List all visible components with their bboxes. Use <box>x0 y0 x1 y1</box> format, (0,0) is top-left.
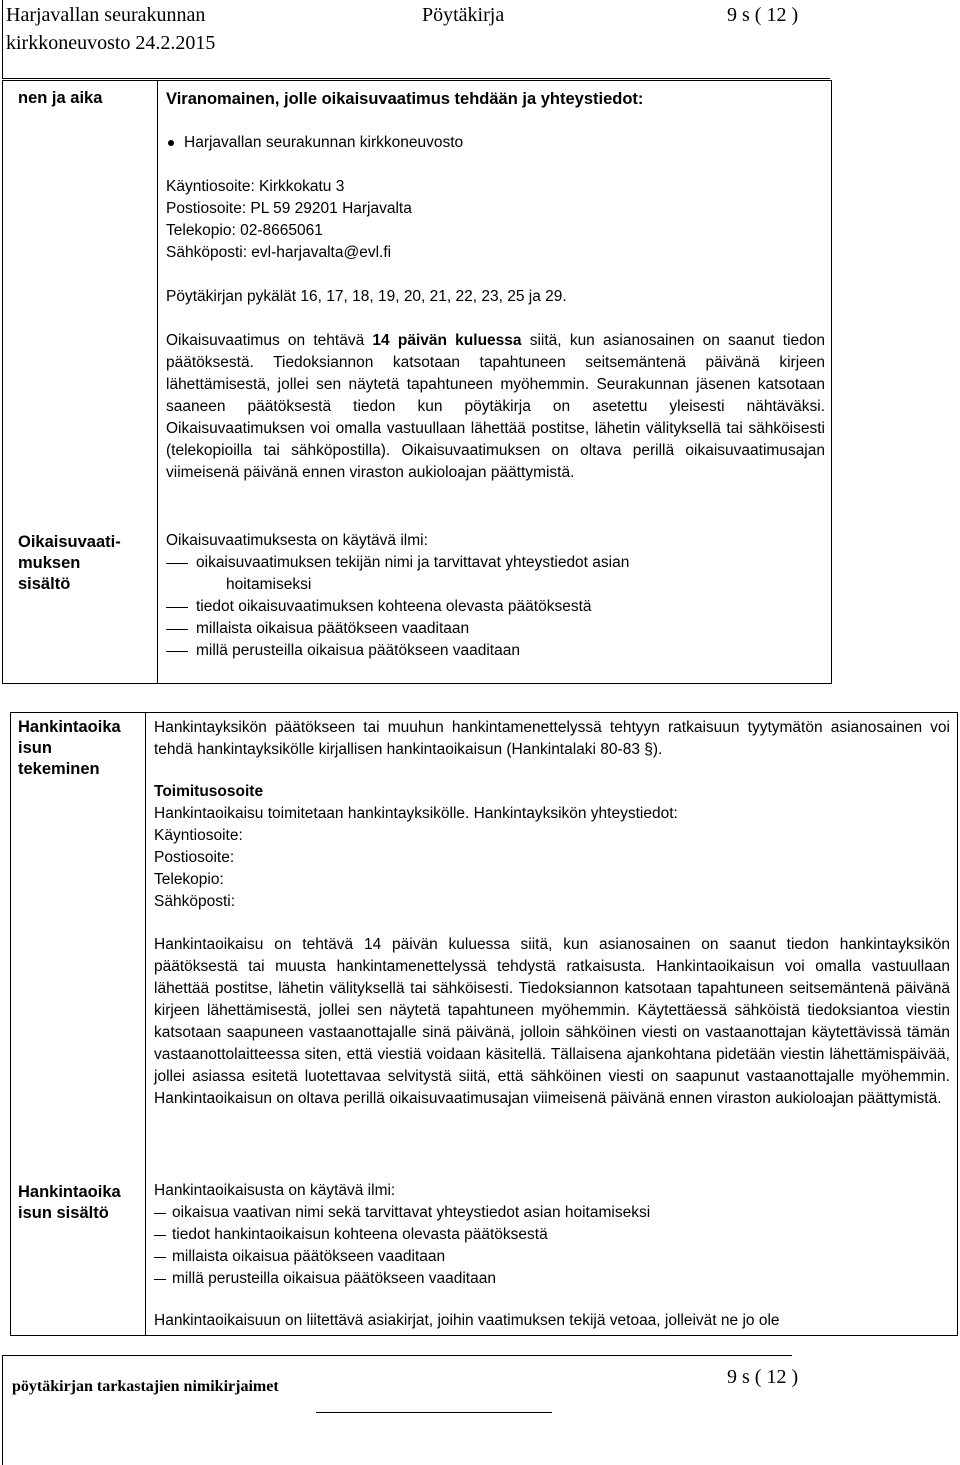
contact-fax: Telekopio: <box>154 871 224 888</box>
delivery-heading: Toimitusosoite <box>154 783 264 800</box>
deadline-pre: Oikaisuvaatimus on tehtävä <box>166 332 373 349</box>
authority-name: Harjavallan seurakunnan kirkkoneuvosto <box>166 132 960 154</box>
deadline-post: siitä, kun asianosainen on saanut tiedon päätöksestä. Tiedoksiannon katsotaan tapahtuneen seitsemäntenä päivänä kirjeen lähettämisestä, jollei sen näytetä tapahtuneen myöhemmin. Seurakunnan jäsenen katsotaan saaneen päätöksestä tiedon kun pöytäkirja on asetettu yleisesti nähtäväksi. Oikaisuvaatimuksen voi omalla vastuullaan lähettää postitse, lähetin välityksellä tai sähköisesti (telekopioilla tai sähköpostilla). Oikaisuvaatimuksen on oltava perillä oikaisuvaatimusajan viimeisenä päivänä ennen viraston aukioloajan päättymistä. <box>166 332 825 481</box>
contact-email: Sähköposti: <box>154 893 235 910</box>
procurement-content-intro: Hankintaoikaisusta on käytävä ilmi: <box>154 1182 396 1199</box>
procurement-content-item: millä perusteilla oikaisua päätökseen vaaditaan <box>154 1268 650 1290</box>
section-label-procurement-content: Hankintaoika isun sisältö <box>18 1183 121 1222</box>
appeal-content-item-cont: hoitamiseksi <box>226 576 312 593</box>
procurement-content-item: millaista oikaisua päätökseen vaaditaan <box>154 1246 650 1268</box>
appeal-deadline-text <box>166 330 825 484</box>
procurement-intro: Hankintayksikön päätökseen tai muuhun hankintamenettelyssä tehtyyn ratkaisuun tyytymätön asianosainen voi tehdä hankintayksikölle kirjallisen hankintaoikaisun (Hankintalaki 80-83 §). <box>154 719 950 758</box>
section-label-authority: nen ja aika <box>18 89 103 107</box>
address-post: Postiosoite: PL 59 29201 Harjavalta <box>166 200 412 217</box>
procurement-attachments: Hankintaoikaisuun on liitettävä asiakirjat, joihin vaatimuksen tekijä vetoaa, jolleivät ne jo ole <box>154 1312 780 1329</box>
delivery-text: Hankintaoikaisu toimitetaan hankintayksikölle. Hankintayksikön yhteystiedot: <box>154 805 678 822</box>
address-visit: Käyntiosoite: Kirkkokatu 3 <box>166 178 345 195</box>
header-doc-type: Pöytäkirja <box>422 4 505 26</box>
address-fax: Telekopio: 02-8665061 <box>166 222 323 239</box>
header-org: Harjavallan seurakunnan <box>6 4 206 26</box>
footer-rule <box>2 1355 792 1356</box>
header-rule <box>2 78 830 79</box>
section-label-procurement: Hankintaoika isun tekeminen <box>18 718 121 778</box>
appeal-content-intro: Oikaisuvaatimuksesta on käytävä ilmi: <box>166 532 428 549</box>
address-email: Sähköposti: evl-harjavalta@evl.fi <box>166 244 392 261</box>
delivery-address <box>154 781 678 913</box>
minutes-sections: Pöytäkirjan pykälät 16, 17, 18, 19, 20, 21, 22, 23, 25 ja 29. <box>166 288 567 305</box>
procurement-content <box>154 1180 650 1290</box>
header-page-number: 9 s ( 12 ) <box>727 4 799 26</box>
appeal-content <box>166 530 629 662</box>
authority-address <box>166 176 412 264</box>
appeal-table-divider <box>157 80 158 684</box>
appeal-content-item: tiedot oikaisuvaatimuksen kohteena olevasta päätöksestä <box>166 596 629 618</box>
section-label-appeal-content: Oikaisuvaati- muksen sisältö <box>18 533 121 593</box>
deadline-bold: 14 päivän kuluessa <box>372 332 522 349</box>
procurement-content-item: tiedot hankintaoikaisun kohteena olevasta päätöksestä <box>154 1224 650 1246</box>
footer-page-number: 9 s ( 12 ) <box>727 1366 799 1388</box>
appeal-content-item: oikaisuvaatimuksen tekijän nimi ja tarvittavat yhteystiedot asian <box>166 552 629 574</box>
procurement-table-divider <box>145 712 146 1336</box>
contact-post: Postiosoite: <box>154 849 235 866</box>
signature-line <box>316 1412 552 1413</box>
contact-visit: Käyntiosoite: <box>154 827 243 844</box>
procurement-content-item: oikaisua vaativan nimi sekä tarvittavat yhteystiedot asian hoitamiseksi <box>154 1202 650 1224</box>
appeal-content-item: millä perusteilla oikaisua päätökseen vaaditaan <box>166 640 629 662</box>
appeal-content-item: millaista oikaisua päätökseen vaaditaan <box>166 618 629 640</box>
procurement-deadline-text: Hankintaoikaisu on tehtävä 14 päivän kuluessa siitä, kun asianosainen on saanut tiedon hankintayksikön päätöksestä tai muusta hankintamenettelyssä tehdystä ratkaisusta. Hankintaoikaisun voi omalla vastuullaan lähettää postitse, lähetin välityksellä tai sähköisesti. Tiedoksiannon katsotaan tapahtuneen seitsemäntenä päivänä kirjeen lähettämisestä, jollei sen näytetä tapahtuneen myöhemmin. Käytettäessä sähköistä tiedoksiantoa viestin katsotaan saapuneen vastaanottajalle sinä päivänä, jolloin sähköinen viesti on vastaanottajan käytettävissä tämän vastaanottolaitteessa siten, että viestiä voidaan käsitellä. Tällaisena ajankohtana pidetään viestin lähettämispäivää, jollei asiassa esitetä luotettavaa selvitystä siitä, että sähköinen viesti on saapunut vastaanottajalle myöhemmin. Hankintaoikaisun on oltava perillä oikaisuvaatimusajan viimeisenä päivänä ennen viraston aukioloajan päättymistä. <box>154 936 950 1107</box>
header-left-rule <box>2 0 3 78</box>
footer-signatures-label: pöytäkirjan tarkastajien nimikirjaimet <box>12 1378 279 1395</box>
authority-heading: Viranomainen, jolle oikaisuvaatimus tehdään ja yhteystiedot: <box>166 90 644 108</box>
header-body-date: kirkkoneuvosto 24.2.2015 <box>6 32 216 54</box>
footer-left-rule <box>2 1355 3 1465</box>
